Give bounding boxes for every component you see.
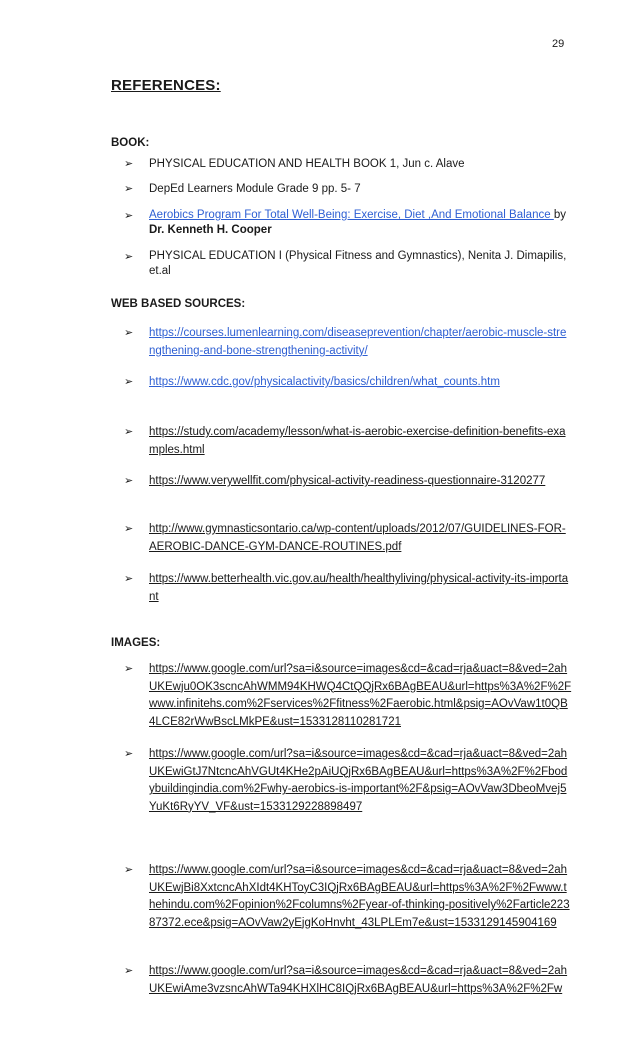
image-link[interactable]: https://www.google.com/url?sa=i&source=images&cd=&cad=rja&uact=8&ved=2ahUKEwiGtJ7NtcncAhVGUt4KHe2pAiUQjRx6BAgBEAU&url=https%3A%2F%2Fbodybuildingindia.com%2Fwhy-aerobics-is-important%2F&psig=AOvVaw3DbeoMvej5YuKt6RyYV_VF&ust=1533129228898497: [149, 748, 568, 813]
book-item-by: by: [553, 209, 566, 221]
arrow-bullet-icon: ➢: [124, 748, 134, 760]
book-link[interactable]: Aerobics Program For Total Well-Being: Exercise, Diet ,And Emotional Balance: [149, 209, 554, 221]
list-item: [124, 374, 572, 392]
web-link[interactable]: https://www.cdc.gov/physicalactivity/basics/children/what_counts.htm: [149, 376, 500, 388]
arrow-bullet-icon: ➢: [124, 475, 134, 487]
arrow-bullet-icon: ➢: [124, 965, 134, 977]
web-link[interactable]: https://study.com/academy/lesson/what-is-aerobic-exercise-definition-benefits-examples.html: [149, 426, 566, 456]
arrow-bullet-icon: ➢: [124, 663, 134, 675]
arrow-bullet-icon: ➢: [124, 573, 134, 585]
arrow-bullet-icon: ➢: [124, 426, 134, 438]
web-link[interactable]: https://www.verywellfit.com/physical-activity-readiness-questionnaire-3120277: [149, 475, 546, 487]
image-link[interactable]: https://www.google.com/url?sa=i&source=images&cd=&cad=rja&uact=8&ved=2ahUKEwjBi8XxtcncAhXIdt4KHToyC3IQjRx6BAgBEAU&url=https%3A%2F%2Fwww.thehindu.com%2Fopinion%2Fcolumns%2Fyear-of-thinking-positively%2Farticle22387372.ece&psig=AOvVaw2yEjgKoHnvht_43LPLEm7e&ust=1533129145904169: [149, 864, 570, 929]
image-link[interactable]: https://www.google.com/url?sa=i&source=images&cd=&cad=rja&uact=8&ved=2ahUKEwju0OK3scncAhWMM94KHWQ4CtQQjRx6BAgBEAU&url=https%3A%2F%2Fwww.infinitehs.com%2Fservices%2Ffitness%2Faerobic.html&psig=AOvVaw1t0QB4LCE82rWwBscLMkPE&ust=1533128110281721: [149, 663, 572, 728]
arrow-bullet-icon: ➢: [124, 158, 134, 170]
list-item: [124, 424, 572, 459]
list-item: [124, 571, 572, 606]
arrow-bullet-icon: ➢: [124, 327, 134, 339]
image-link[interactable]: https://www.google.com/url?sa=i&source=images&cd=&cad=rja&uact=8&ved=2ahUKEwiAme3vzsncAhWTa94KHXlHC8IQjRx6BAgBEAU&url=https%3A%2F%2Fw: [149, 965, 568, 995]
page-title: REFERENCES:: [111, 77, 221, 94]
book-item-text: PHYSICAL EDUCATION I (Physical Fitness and Gymnastics), Nenita J. Dimapilis, et.al: [149, 250, 567, 277]
list-item: [124, 746, 572, 816]
list-item: [124, 181, 572, 199]
arrow-bullet-icon: ➢: [124, 864, 134, 876]
web-sources-heading: WEB BASED SOURCES:: [111, 298, 246, 310]
web-link[interactable]: https://courses.lumenlearning.com/diseaseprevention/chapter/aerobic-muscle-strengthening-and-bone-strengthening-activity/: [149, 327, 567, 357]
list-item: [124, 963, 572, 998]
list-item: [124, 325, 572, 360]
arrow-bullet-icon: ➢: [124, 251, 134, 263]
arrow-bullet-icon: ➢: [124, 210, 134, 222]
list-item: [124, 249, 572, 279]
web-link[interactable]: http://www.gymnasticsontario.ca/wp-content/uploads/2012/07/GUIDELINES-FOR-AEROBIC-DANCE-GYM-DANCE-ROUTINES.pdf: [149, 523, 566, 553]
arrow-bullet-icon: ➢: [124, 376, 134, 388]
list-item: [124, 862, 572, 932]
list-item: [124, 521, 572, 556]
book-item-text: [149, 208, 572, 237]
list-item: [124, 156, 572, 174]
web-link[interactable]: https://www.betterhealth.vic.gov.au/health/healthyliving/physical-activity-its-important: [149, 573, 569, 603]
book-item-text: DepEd Learners Module Grade 9 pp. 5- 7: [149, 183, 361, 195]
page-number: 29: [552, 38, 565, 50]
list-item: [124, 208, 572, 237]
book-heading: BOOK:: [111, 137, 150, 149]
arrow-bullet-icon: ➢: [124, 523, 134, 535]
book-item-text: PHYSICAL EDUCATION AND HEALTH BOOK 1, Jun c. Alave: [149, 158, 465, 170]
arrow-bullet-icon: ➢: [124, 183, 134, 195]
list-item: [124, 661, 572, 731]
images-heading: IMAGES:: [111, 637, 161, 649]
book-author: Dr. Kenneth H. Cooper: [149, 223, 272, 236]
list-item: [124, 473, 572, 491]
